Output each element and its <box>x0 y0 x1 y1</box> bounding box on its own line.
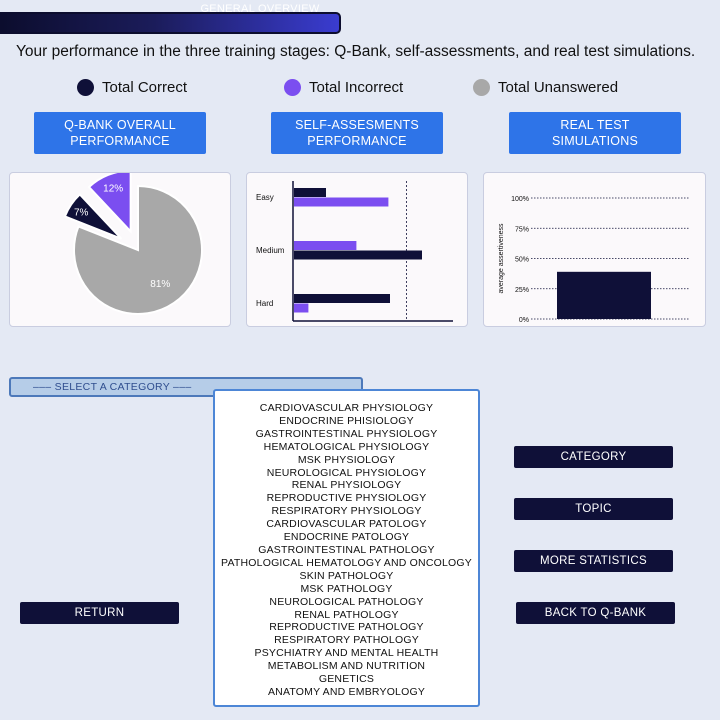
category-item[interactable]: PATHOLOGICAL HEMATOLOGY AND ONCOLOGY <box>221 556 472 569</box>
category-label: Medium <box>256 246 285 255</box>
qbank-performance-button[interactable] <box>34 112 206 154</box>
legend-label: Total Unanswered <box>498 78 619 96</box>
qbank-pie-chart <box>10 173 230 326</box>
y-tick-label: 50% <box>514 256 529 264</box>
legend-item-incorrect <box>284 77 403 97</box>
page-title: GENERAL OVERVIEW <box>200 3 320 15</box>
category-item[interactable]: GASTROINTESTINAL PATHOLOGY <box>258 543 435 556</box>
pie-slice-label: 7% <box>74 207 89 219</box>
category-item[interactable]: NEUROLOGICAL PATHOLOGY <box>269 595 424 608</box>
more-statistics-button[interactable]: MORE STATISTICS <box>514 550 673 572</box>
category-item[interactable]: ENDOCRINE PATOLOGY <box>283 531 410 544</box>
return-button[interactable]: RETURN <box>20 602 179 624</box>
pie-slice-label: 81% <box>150 278 171 290</box>
legend-swatch-incorrect <box>284 79 301 96</box>
category-list <box>213 389 480 707</box>
category-item[interactable]: ANATOMY AND EMBRYOLOGY <box>267 685 426 698</box>
pie-slice-label: 12% <box>103 183 124 195</box>
category-item[interactable]: RENAL PHYSIOLOGY <box>291 479 402 492</box>
bar-total-incorrect <box>294 198 388 207</box>
category-item[interactable]: SKIN PATHOLOGY <box>299 569 394 582</box>
self-assessment-bar-card <box>246 172 468 327</box>
category-item[interactable]: REPRODUCTIVE PHYSIOLOGY <box>266 492 427 505</box>
category-item[interactable]: PSYCHIATRY AND MENTAL HEALTH <box>254 647 439 660</box>
bar-total-correct <box>294 294 390 303</box>
legend-swatch-correct <box>77 79 94 96</box>
category-label: Easy <box>256 193 274 202</box>
legend-swatch-unanswered <box>473 79 490 96</box>
button-label-line2: SIMULATIONS <box>551 134 638 148</box>
category-button[interactable]: CATEGORY <box>514 446 673 468</box>
pie-slice-total-unanswered <box>74 186 202 314</box>
category-item[interactable]: CARDIOVASCULAR PHYSIOLOGY <box>259 402 434 414</box>
category-item[interactable]: NEUROLOGICAL PHYSIOLOGY <box>266 466 427 479</box>
select-category-label: ––– SELECT A CATEGORY ––– <box>33 381 192 393</box>
category-item[interactable]: RENAL PATHOLOGY <box>294 608 399 621</box>
bar-total-incorrect <box>294 304 308 313</box>
category-item[interactable]: REPRODUCTIVE PATHOLOGY <box>269 621 424 634</box>
button-label-line2: PERFORMANCE <box>70 134 170 148</box>
page-subtitle: Your performance in the three training stages: Q-Bank, self-assessments, and real test simulations. <box>16 43 696 60</box>
category-item[interactable]: GENETICS <box>318 673 375 686</box>
category-label: Hard <box>256 299 274 308</box>
button-label-line1: SELF-ASSESMENTS <box>295 118 419 132</box>
category-item[interactable]: RESPIRATORY PATHOLOGY <box>274 634 419 647</box>
button-label-line1: REAL TEST <box>560 118 630 132</box>
self-assessments-button[interactable] <box>271 112 443 154</box>
category-item[interactable]: METABOLISM AND NUTRITION <box>267 660 426 673</box>
category-item[interactable]: ENDOCRINE PHISIOLOGY <box>279 414 414 427</box>
bar-average-assertiveness <box>557 272 651 319</box>
legend-item-correct <box>77 77 187 97</box>
y-axis-label: average assertiveness <box>498 223 505 294</box>
legend-label: Total Incorrect <box>309 78 404 96</box>
legend-label: Total Correct <box>102 78 188 96</box>
button-label-line2: PERFORMANCE <box>307 134 407 148</box>
qbank-pie-card <box>9 172 231 327</box>
category-item[interactable]: GASTROINTESTINAL PHYSIOLOGY <box>255 427 438 440</box>
category-item[interactable]: CARDIOVASCULAR PATOLOGY <box>266 518 427 531</box>
y-tick-label: 0% <box>518 317 529 324</box>
button-label-line1: Q-BANK OVERALL <box>64 118 176 132</box>
y-tick-label: 75% <box>514 226 529 234</box>
category-item[interactable]: HEMATOLOGICAL PHYSIOLOGY <box>263 440 430 453</box>
back-to-qbank-button[interactable]: BACK TO Q-BANK <box>516 602 675 624</box>
real-test-simulations-button[interactable] <box>509 112 681 154</box>
y-tick-label: 25% <box>514 286 529 294</box>
bar-total-correct <box>294 188 326 197</box>
y-tick-label: 100% <box>511 196 529 203</box>
category-item[interactable]: MSK PHYSIOLOGY <box>297 453 396 466</box>
real-test-bar-card <box>483 172 706 327</box>
category-item[interactable]: MSK PATHOLOGY <box>300 582 393 595</box>
self-assessment-bar-chart <box>247 173 467 326</box>
bar-total-incorrect <box>294 241 356 250</box>
category-item[interactable]: RESPIRATORY PHYSIOLOGY <box>271 505 422 518</box>
bar-total-correct <box>294 251 422 260</box>
real-test-bar-chart <box>484 173 705 326</box>
topic-button[interactable]: TOPIC <box>514 498 673 520</box>
legend-item-unanswered <box>473 77 618 97</box>
